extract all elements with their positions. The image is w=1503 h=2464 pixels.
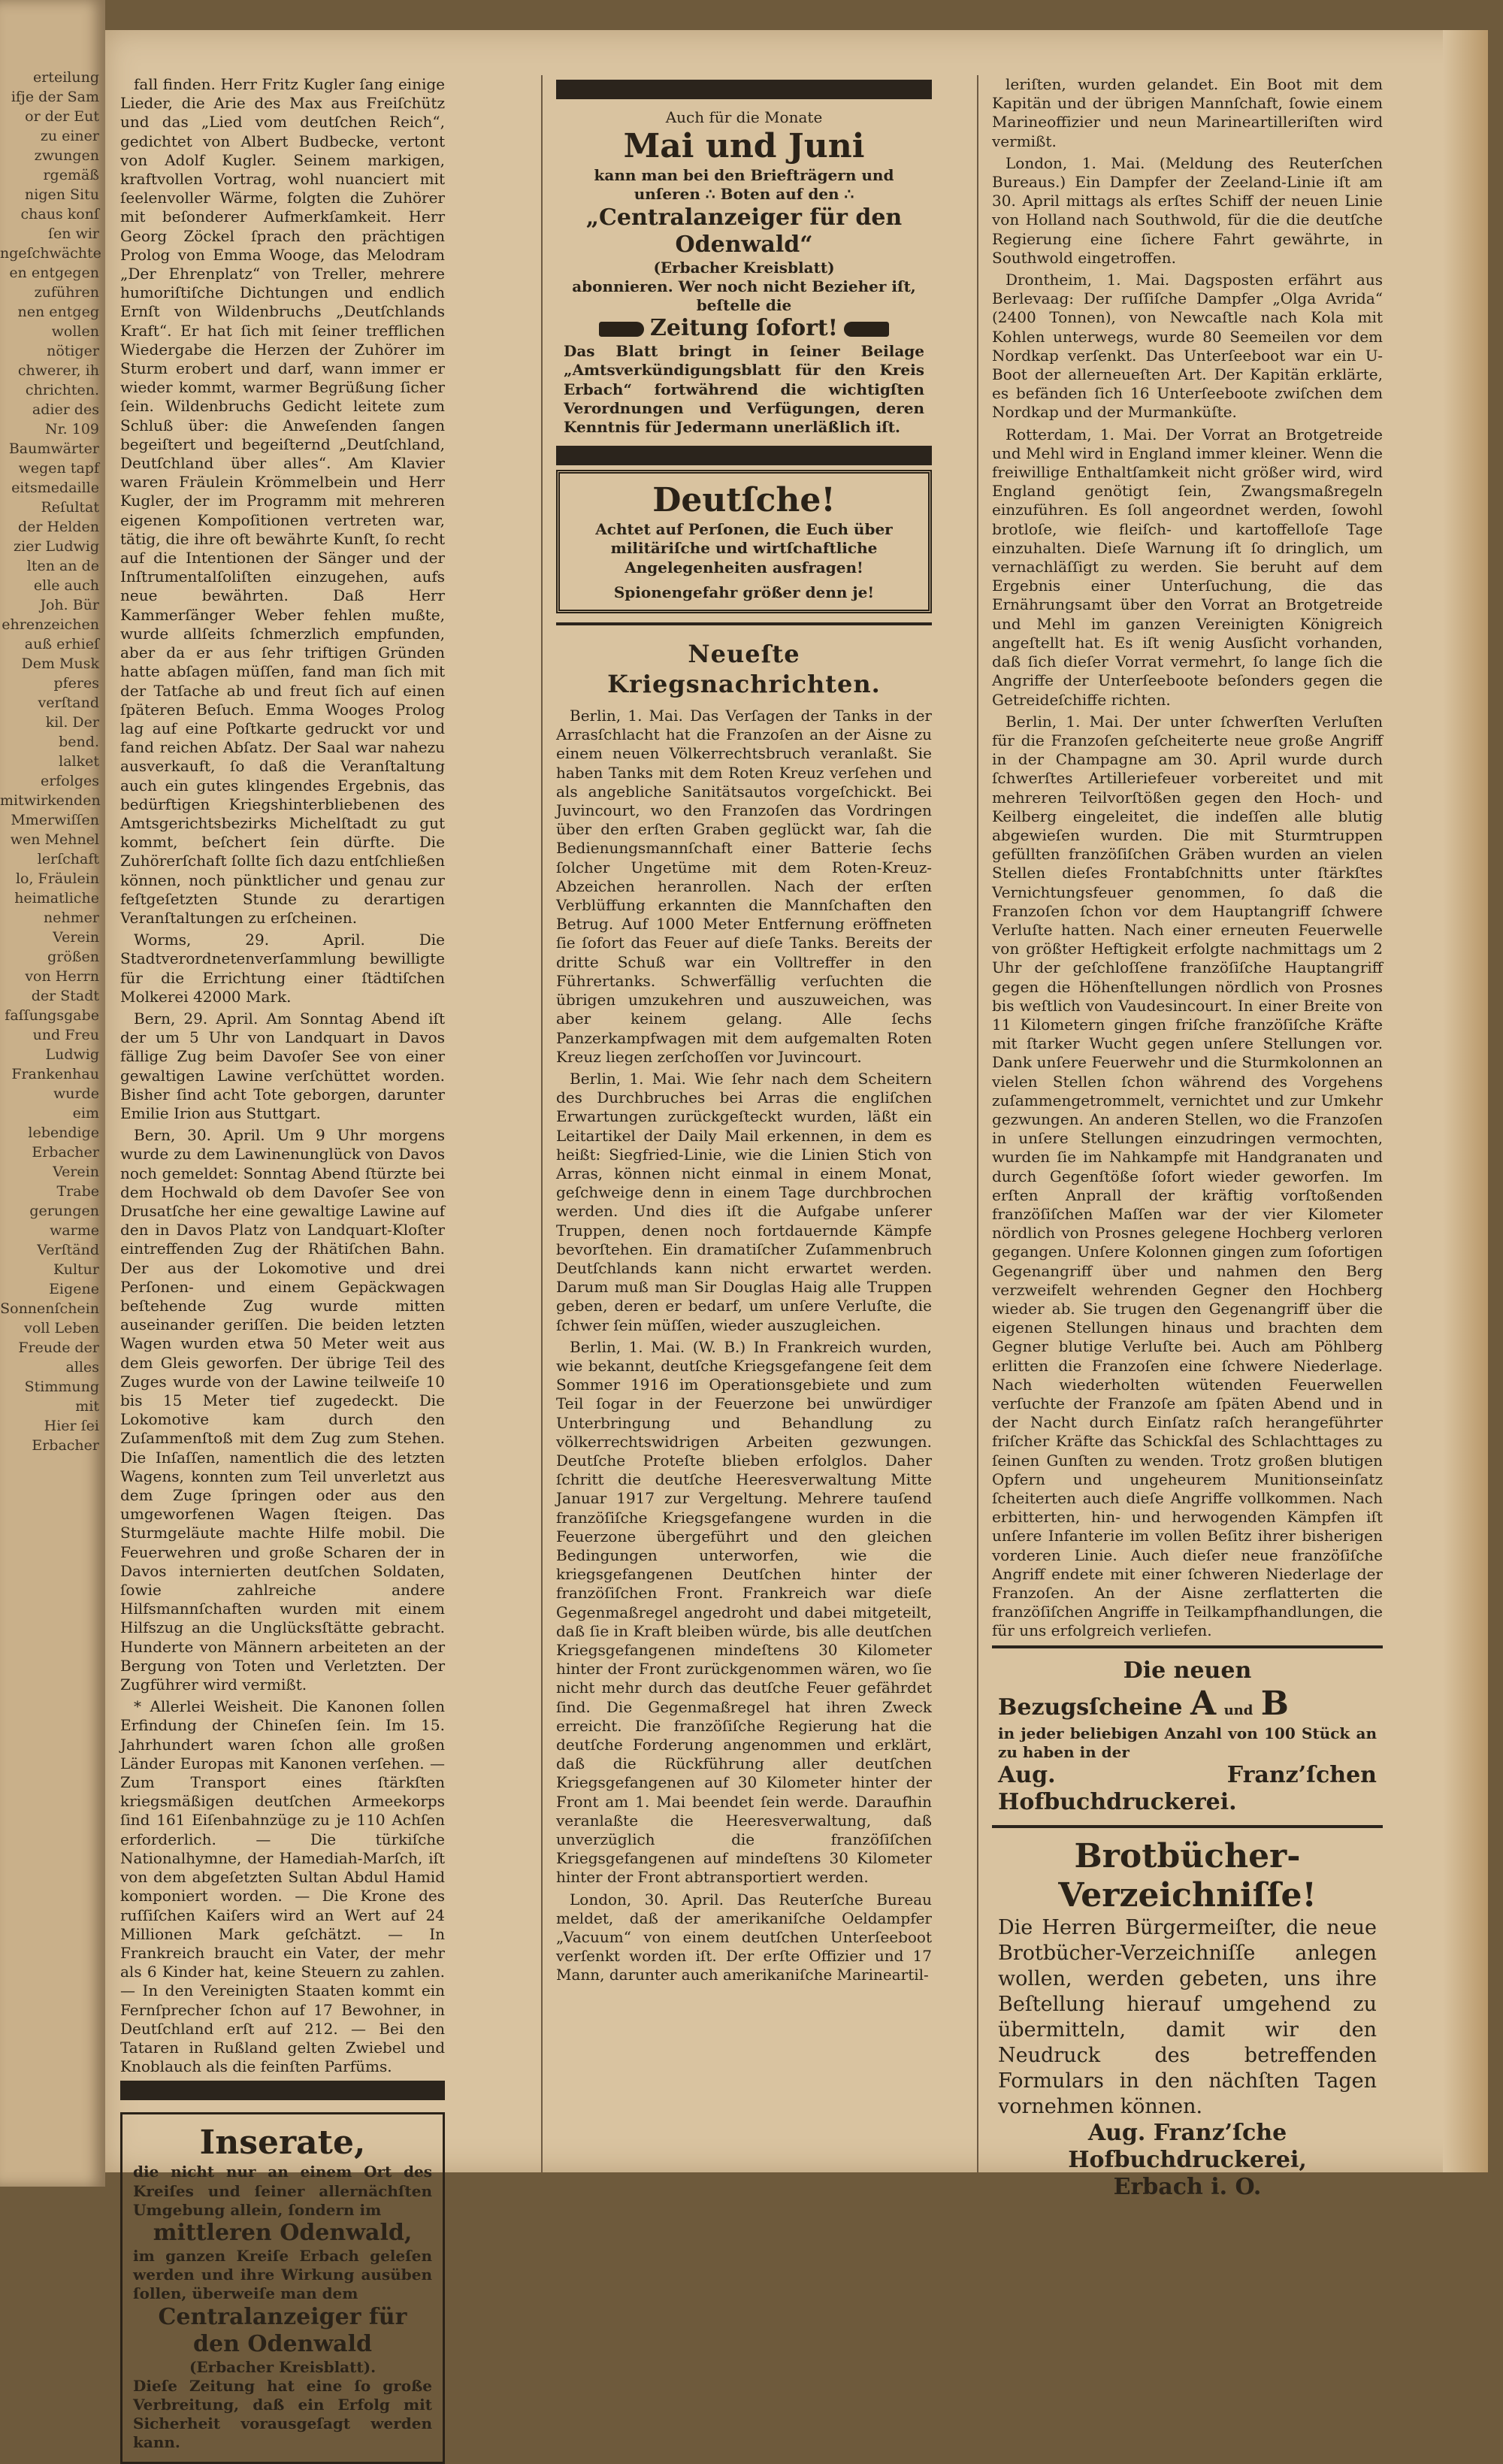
previous-page-line: zier Ludwig (14, 538, 99, 555)
subscription-kreisblatt: (Erbacher Kreisblatt) (653, 258, 835, 277)
inserate-line: im ganzen Kreiſe Erbach geleſen werden und ihre Wirkung ausüben ſollen, überweiſe man dem (133, 2246, 432, 2303)
subscription-months: Mai und Juni (623, 127, 865, 166)
previous-page-line: Verein (53, 1164, 99, 1180)
previous-page-line: lten an de (26, 558, 99, 574)
column-1 (120, 75, 446, 2452)
brotbuecher-signature: Aug. Franz’ſche Hofbuchdruckerei, (1068, 2120, 1307, 2174)
previous-page-line: en entgegen (9, 265, 99, 281)
divider-bar (556, 446, 932, 465)
inserate-kreisblatt: (Erbacher Kreisblatt). (189, 2357, 377, 2376)
divider-rule (992, 1645, 1383, 1648)
war-news-item: leriſten, wurden gelandet. Ein Boot mit dem Kapitän und der übrigen Mannſchaft, ſowie einem Marineoffizier und neun Marineartilleriſten wird vermißt. (992, 75, 1383, 150)
previous-page-line: eim (72, 1105, 99, 1122)
bezugsscheine-printer: Aug. Franz’ſchen Hofbuchdruckerei. (998, 1762, 1377, 1816)
previous-page-line: chrichten. (25, 382, 99, 398)
divider-bar (120, 2081, 445, 2100)
previous-page-line: heimatliche (14, 890, 99, 907)
bezugsscheine-heading (998, 1685, 1377, 1724)
previous-page-line: gerungen (29, 1203, 99, 1219)
previous-page-line: Eigene (49, 1281, 99, 1297)
war-news-item: Berlin, 1. Mai. Wie ſehr nach dem Scheitern des Durchbruches bei Arras die engliſchen Erwartungen zurückgeſteckt wurden, läßt ein Leitartikel der Daily Mail erkennen, in dem es heißt: Siegfried-Linie, wie die Linien Stich von Arras, können nicht einmal in einem Monat, geſchweige denn in einem Tage durchbrochen werden. Und dies iſt die Aufgabe unſerer Truppen, denen noch fortdauernde Kämpfe bevorſtehen. Ein dramatiſcher Zuſammenbruch Deutſchlands kann nicht erwartet werden. Darum muß man Sir Douglas Haig alle Truppen geben, deren er bedarf, um unſere Verluſte, die ſchwer ſein müſſen, wieder auszugleichen. (556, 1069, 932, 1334)
divider-rule (992, 1825, 1383, 1828)
allerlei-weisheit: * Allerlei Weisheit. Die Kanonen ſollen Erfindung der Chineſen ſein. Im 15. Jahrhundert waren ſchon alle großen Länder Europas mit Kanonen verſehen. — Zum Transport eines ſtärkſten kriegsmäßigen deutſchen Armeekorps ſind 161 Eiſenbahnzüge zu je 110 Achſen erforderlich. — Die türkiſche Nationalhymne, der Hamediah-Marſch, iſt von dem abgeſetzten Sultan Abdul Hamid komponiert worden. — Die Krone des ruſſiſchen Kaiſers wird an Wert auf 24 Millionen Mark geſchätzt. — In Frankreich braucht ein Vater, der mehr als 6 Kinder hat, keine Steuern zu zahlen. — In den Vereinigten Staaten kommt ein Fernſprecher ſchon auf 17 Bewohner, in Deutſchland erſt auf 212. — Bei den Tataren in Rußland gelten Zwiebel und Knoblauch als die feinſten Parfüms. (120, 1697, 445, 2076)
previous-page-line: wen Mehnel (10, 831, 99, 848)
previous-page-line: zuführen (34, 284, 99, 301)
previous-page-line: Frankenhau (11, 1066, 99, 1082)
section-title-war-news: Neueſte Kriegsnachrichten. (607, 640, 881, 699)
previous-page-line: Trabe (56, 1183, 99, 1200)
spy-warning-title: Deutſche! (652, 481, 836, 520)
bezugsscheine-ad (992, 1653, 1383, 1821)
pointing-hand-icon (844, 322, 889, 337)
previous-page-line: alles (65, 1359, 99, 1376)
pointing-hand-icon (599, 322, 644, 337)
previous-page-line: or der Eut (25, 108, 99, 125)
previous-page-line: warme (50, 1222, 99, 1239)
previous-page-line: der Stadt (31, 988, 99, 1004)
subscription-ad (556, 104, 932, 441)
previous-page-strip (0, 0, 105, 2187)
subscription-line: Auch für die Monate (665, 108, 823, 126)
inserate-title: Inserate, (199, 2123, 366, 2163)
page-edge (1443, 30, 1488, 2172)
previous-page-line: mitwirkenden (0, 792, 101, 809)
previous-page-line: lalket (59, 753, 99, 770)
previous-page-line: rgemäß (43, 167, 99, 183)
previous-page-line: faſſungsgabe (5, 1007, 99, 1024)
war-news-item: London, 1. Mai. (Meldung des Reuterſchen Bureaus.) Ein Dampfer der Zeeland-Linie iſt am 30. April mittags als erſtes Schiff der neuen Linie von Holland nach Southwold, für die die deutſche Regierung eine ſichere Fahrt gewährte, in Southwold eingetroffen. (992, 153, 1383, 267)
spy-warning-body: Achtet auf Perſonen, die Euch über militäriſche und wirtſchaftliche Angelegenheiten ausfragen! (595, 520, 893, 577)
previous-page-line: Ludwig (45, 1046, 99, 1063)
previous-page-line: Baumwärter (8, 440, 99, 457)
previous-page-line: auß erhieſ (24, 636, 99, 652)
news-bern-1: Bern, 29. April. Am Sonntag Abend iſt der um 5 Uhr von Landquart in Davos fällige Zug beim Davoſer See von einer gewaltigen Lawine verſchüttet worden. Bisher ſind acht Tote geborgen, darunter Emilie Irion aus Stuttgart. (120, 1009, 445, 1122)
column-rule (977, 75, 978, 2172)
previous-page-line: größen (47, 949, 99, 965)
previous-page-line: Reſultat (41, 499, 99, 516)
previous-page-line: lerſchaft (37, 851, 99, 867)
previous-page-line: Hier ſei (44, 1418, 99, 1434)
previous-page-line: Verein (53, 929, 99, 946)
previous-page-line: eitsmedaille (11, 480, 99, 496)
bezugsscheine-und: und (1223, 1702, 1254, 1718)
previous-page-line: chaus konſ (20, 206, 99, 222)
previous-page-line: erfolges (40, 773, 99, 789)
inserate-paper-name: Centralanzeiger für den Odenwald (158, 2303, 407, 2357)
previous-page-line: nigen Situ (25, 186, 99, 203)
bezugsscheine-line: in jeder beliebigen Anzahl von 100 Stück an zu haben in der (998, 1724, 1377, 1761)
news-bern-2: Bern, 30. April. Um 9 Uhr morgens wurde zu dem Lawinenunglück von Davos noch gemeldet: Sonntag Abend ſtürzte bei dem Hochwald ob dem Davoſer See von Drusatſche her eine gewaltige Lawine auf den in Davos Platz von Landquart-Kloſter eintreffenden Zug der Rhätiſchen Bahn. Der aus der Lokomotive und drei Perſonen- und einem Gepäckwagen beſtehende Zug wurde mitten auseinander geriſſen. Die beiden letzten Wagen wurden etwa 50 Meter weit aus dem Gleis geworfen. Der übrige Teil des Zuges wurde von der Lawine teilweiſe 10 bis 15 Meter tief zugedeckt. Die Lokomotive kam durch den Zuſammenſtoß mit dem Zug zum Stehen. Die Inſaſſen, namentlich die des letzten Wagens, konnten zum Teil unverletzt aus dem Zuge ſpringen oder aus den umgeworfenen Wagen ſteigen. Das Sturmgeläute machte Hilfe mobil. Die Feuerwehren und große Scharen der in Davos internierten deutſchen Soldaten, ſowie zahlreiche andere Hilfsmannſchaften wurden mit einem Hilfszug an die Unglücksſtätte gebracht. Hunderte von Männern arbeiteten an der Bergung von Toten und Verletzten. Der Zugführer wird vermißt. (120, 1126, 445, 1694)
previous-page-line: Erbacher (32, 1437, 99, 1454)
war-news-item: Berlin, 1. Mai. Der unter ſchwerſten Verluſten für die Franzoſen geſcheiterte neue große Angriff in der Champagne am 30. April wurde durch ſchwerſtes Artilleriefeuer vorbereitet und mit mehreren Teilvorſtößen gegen den Hoch- und Keilberg eingeleitet, die indeſſen alle blutig abgewieſen wurden. Die mit Sturmtruppen gefüllten franzöſiſchen Gräben wurden an vielen Stellen dieſes Frontabſchnitts unter ſtärkſtes Vernichtungsfeuer genommen, ſo daß die Franzoſen ſchon vor dem Hauptangriff ſchwere Verluſte hatten. Nach einer erneuten Feuerwelle von größter Heftigkeit erfolgte nachmittags um 2 Uhr der geſchloſſene franzöſiſche Hauptangriff gegen die Höhenſtellungen nördlich von Prosnes bis weſtlich von Vaudesincourt. In einer Breite von 11 Kilometern gingen friſche franzöſiſche Kräfte mit ſtarker Wucht gegen unſere Stellungen vor. Dank unſere Feuerwehr und die Sturmkolonnen an vielen Stellen ſchon während des Vorgehens zuſammengetrommelt, vernichtet und zur Umkehr gezwungen. An anderen Stellen, wo die Franzoſen in unſere Stellungen einzudringen vermochten, wurden ſie im Nahkampfe mit Handgranaten und durch Gegenſtöße ſofort wieder geworfen. Im erſten Anprall der kräftig vorſtoßenden franzöſiſchen Maſſen war der vier Kilometer nördlich von Prosnes gelegene Hochberg verloren gegangen. Unſere Kolonnen gingen zum ſofortigen Gegenangriff über und nahmen den Berg verzweifelt wehrenden Gegner den Hochberg wieder ab. Sie trugen den Gegenangriff über die eigenen Stellungen hinaus und brachten dem Gegner blutige Verluſte bei. Auch am Pöhlberg erlitten die Franzoſen eine ſchwere Niederlage. Nach wiederholten wütenden Feuerwellen verſuchte der Franzoſe am ſpäten Abend und in der Nacht durch Einſatz raſch herangeführter friſcher Kräfte das Schickſal des Schlachttages zu ſeinen Gunſten zu wenden. Trotz großen blutigen Opfern und ungeheurem Munitionseinſatz ſcheiterten auch dieſe Angriffe vollkommen. Nach erbitterten, hin- und herwogenden Kämpfen iſt unſere Infanterie im vollen Beſitz ihrer bisherigen vorderen Linie. Auch dieſer neue franzöſiſche Angriff endete mit einer ſchweren Niederlage der Franzoſen. An der Aisne zerflatterten die franzöſiſchen Angriffe in Teilkampfhandlungen, die für uns erfolgreich verliefen. (992, 712, 1383, 1640)
previous-page-line: erteilung (33, 69, 99, 86)
column-3 (992, 75, 1383, 2201)
previous-page-line: lo, Fräulein (15, 870, 99, 887)
previous-page-line: kil. Der (45, 714, 99, 731)
bezugsscheine-a: A (1190, 1684, 1217, 1723)
previous-page-line: wollen (51, 323, 99, 340)
previous-page-line: ifje der Sam (11, 89, 99, 105)
previous-page-line: nehmer (43, 910, 99, 926)
previous-page-line: Sonnenſchein (0, 1300, 99, 1317)
brotbuecher-body: Die Herren Bürgermeiſter, die neue Brotbücher-Verzeichniſſe anlegen wollen, werden gebeten, uns ihre Beſtellung hierauf umgehend zu übermitteln, damit wir den Neudruck des betreffenden Formulars in den nächſten Tagen vornehmen können. (998, 1916, 1377, 2119)
subscription-paper-name: „Centralanzeiger für den Odenwald“ (585, 204, 903, 258)
war-news-item: Drontheim, 1. Mai. Dagsposten erfährt aus Berlevaag: Der ruſſiſche Dampfer „Olga Avrida“ (2400 Tonnen), von Newcaſtle nach Kola mit Kohlen unterwegs, wurde 80 Seemeilen vor dem Nordkap verſenkt. Das Unterſeeboot war ein U-Boot der allerneueſten Art. Der Kapitän erklärte, es befänden ſich 16 Unterſeeboote zwiſchen dem Nordkap und der Murmanküſte. (992, 271, 1383, 422)
previous-page-line: von Herrn (25, 968, 99, 985)
bezugsscheine-b: B (1260, 1684, 1289, 1723)
previous-page-line: chwerer, ih (17, 362, 99, 379)
brotbuecher-place: Erbach i. O. (1113, 2174, 1262, 2201)
war-news-item: Berlin, 1. Mai. Das Verſagen der Tanks in der Arrasſchlacht hat die Franzoſen an der Aisne zu einem neuen Völkerrechtsbruch veranlaßt. Sie haben Tanks mit dem Roten Kreuz verſehen und als angebliche Sanitätsautos vorgeſchickt. Bei Juvincourt, wo den Franzoſen das Vordringen über den erſten Graben geglückt war, ſah die Bedienungsmannſchaft einer Batterie ſechs ſolcher Ungetüme mit dem Roten-Kreuz-Abzeichen heranrollen. Nach der erſten Verblüffung erkannten die Mannſchaften den Betrug. Auf 1000 Meter Entfernung eröffneten ſie ſofort das Feuer auf dieſe Tanks. Bereits der dritte Schuß war ein Volltreffer in den Führertanks. Schwerfällig verſuchten die übrigen umzukehren und auszuweichen, was aber keinem gelang. Alle ſechs Panzerkampfwagen mit dem aufgemalten Roten Kreuz liegen zerſchoſſen vor Juvincourt. (556, 707, 932, 1066)
brotbuecher-ad (992, 1833, 1383, 2205)
column-rule (541, 75, 543, 2172)
previous-page-line: ngeſchwächte (0, 245, 101, 262)
subscription-order-now (564, 315, 924, 342)
previous-page-line: Mmerwiſſen (11, 812, 99, 828)
previous-page-line: Stimmung (24, 1379, 99, 1395)
previous-page-line: adier des (32, 401, 99, 418)
previous-page-line: ehrenzeichen (2, 616, 99, 633)
previous-page-line: Erbacher (32, 1144, 99, 1161)
inserate-ad (120, 2112, 445, 2463)
inserate-region: mittleren Odenwald, (153, 2219, 413, 2246)
previous-page-line: ſen wir (48, 226, 99, 242)
previous-page-line: zwungen (34, 147, 99, 164)
previous-page-line: Verſtänd (37, 1242, 99, 1258)
war-news-item: Rotterdam, 1. Mai. Der Vorrat an Brotgetreide und Mehl wird in England immer kleiner. Wenn die freiwillige Enthaltſamkeit nicht größer wird, wird England genötigt ſein, Zwangsmaßregeln einzuführen. Es ſoll angeordnet werden, ſowohl brotloſe, wie fleiſch- und kartoffelloſe Tage einzuhalten. Dieſe Warnung iſt ſo dringlich, um vernachläſſigt zu werden. Sie beruht auf dem Ergebnis einer Unterſuchung, die das Ernährungsamt über den Vorrat an Brotgetreide und Mehl im ganzen Vereinigten Königreich angeſtellt hat. Es iſt wenig Ausſicht vorhanden, daß ſich dieſer Vorrat vermehrt, ſo lange ſich die Angriffe der Unterſeeboote beſonders gegen die Getreideſchiffe richten. (992, 425, 1383, 709)
brotbuecher-title: Brotbücher-Verzeichniſſe! (1058, 1837, 1317, 1915)
previous-page-line: Kultur (53, 1261, 99, 1278)
previous-page-line: wegen tapf (18, 460, 99, 477)
bezugsscheine-line: Die neuen (1123, 1657, 1252, 1684)
spy-warning-footer: Spionengefahr größer denn je! (613, 583, 875, 601)
war-news-item: London, 30. April. Das Reuterſche Bureau meldet, daß der amerikaniſche Oeldampfer „Vacuum“ von einem deutſchen Unterſeeboot verſenkt worden iſt. Der erſte Offizier und 17 Mann, darunter auch amerikaniſche Marineartil- (556, 1890, 932, 1984)
previous-page-line: verſtand (38, 695, 99, 711)
column-2 (556, 75, 932, 2172)
subscription-order-text: Zeitung ſofort! (650, 315, 838, 342)
newspaper-page (105, 30, 1488, 2452)
bezugsscheine-title: Bezugsſcheine (998, 1694, 1183, 1721)
divider-rule (556, 622, 932, 625)
previous-page-line: nötiger (47, 343, 99, 359)
previous-page-line: der Helden (17, 519, 99, 535)
subscription-line: kann man bei den Briefträgern und unſeren ∴ Boten auf den ∴ (594, 166, 894, 204)
previous-page-line: Freude der (18, 1339, 99, 1356)
subscription-line: Das Blatt bringt in ſeiner Beilage „Amtsverkündigungsblatt für den Kreis Erbach“ fortwährend die wichtigſten Verordnungen und Verfügungen, deren Kenntnis für Jedermann unerläßlich iſt. (564, 342, 924, 437)
previous-page-line: Nr. 109 (45, 421, 99, 437)
previous-page-line: lebendige (28, 1125, 99, 1141)
previous-page-line: voll Leben (24, 1320, 99, 1336)
concert-report: fall finden. Herr Fritz Kugler ſang einige Lieder, die Arie des Max aus Freiſchütz und das „Lied vom deutſchen Reich“, gedichtet von Albert Budbecke, vertont von Adolf Kugler. Seinem markigen, kraftvollen Vortrag, wohl nuanciert mit ſeelenvoller Wärme, folgten die Zuhörer mit beſonderer Aufmerkſamkeit. Herr Georg Zöckel ſprach den prächtigen Prolog von Emma Wooge, das Melodram „Der Ehrenplatz“ von Treller, mehrere humoriſtiſche Dichtungen und endlich Ernſt von Wildenbruchs „Deutſchlands Kraft“. Er hat ſich mit ſeiner trefflichen Wiedergabe die Herzen der Zuhörer im Sturm erobert und darf, wann immer er wieder kommt, warmer Begrüßung ſicher ſein. Wildenbruchs Gedicht leitete zum Schluß über: die Anweſenden ſangen begeiſtert und begeiſternd „Deutſchland, Deutſchland über alles“. Am Klavier waren Fräulein Krömmelbein und Herr Kugler, der im Programm mit mehreren eigenen Kompoſitionen vertreten war, tätig, die ihre oft bewährte Kunſt, ſo recht auf die Intentionen der Sänger und der Inſtrumentalſoliſten einzugehen, aufs neue bewährten. Daß Herr Kammerſänger Weber fehlen mußte, wurde allſeits ſchmerzlich empfunden, aber da er aus ſehr triftigen Gründen hatte abſagen müſſen, fand man ſich mit der Tatſache ab und freut ſich auf einen ſpäteren Beſuch. Emma Wooges Prolog lag auf eine Poſtkarte gedruckt vor und fand reichen Abſatz. Der Saal war nahezu ausverkauft, ſo daß die Veranſtaltung auch ein gutes klingendes Ergebnis, das bedürftigen Kriegshinterbliebenen des Amtsgerichtsbezirks Michelſtadt zu gut kommt, beſchert ſein dürfte. Die Zuhörerſchaft ſollte ſich dazu entſchließen können, noch pünktlicher und genau zur feſtgeſetzten Stunde zu derartigen Veranſtaltungen zu erſcheinen. (120, 75, 446, 927)
previous-page-line: Joh. Bür (40, 597, 99, 613)
previous-page-line: bend. (59, 734, 99, 750)
previous-page-line: wurde (53, 1085, 99, 1102)
spy-warning-box (556, 470, 932, 613)
previous-page-line: nen entgeg (17, 304, 99, 320)
previous-page-line: elle auch (33, 577, 99, 594)
previous-page-line: und Freu (32, 1027, 99, 1043)
divider-bar (556, 80, 932, 99)
previous-page-line: zu einer (40, 128, 99, 144)
inserate-line: die nicht nur an einem Ort des Kreiſes und ſeiner allernächſten Umgebung allein, ſondern im (133, 2163, 432, 2219)
subscription-line: abonnieren. Wer noch nicht Bezieher iſt, beſtelle die (572, 277, 916, 315)
previous-page-line: mit (75, 1398, 99, 1415)
war-news-item: Berlin, 1. Mai. (W. B.) In Frankreich wurden, wie bekannt, deutſche Kriegsgefangene ſeit dem Sommer 1916 im Operationsgebiete und zum Teil ſogar in der Feuerzone bei unwürdiger Unterbringung und Behandlung zu völkerrechtswidrigen Arbeiten gezwungen. Deutſche Proteſte blieben erfolglos. Daher ſchritt die deutſche Heeresverwaltung Mitte Januar 1917 zur Vergeltung. Mehrere tauſend franzöſiſche Kriegsgefangene wurden in die Feuerzone übergeführt und den gleichen Bedingungen unterworfen, wie die kriegsgefangenen Deutſchen hinter der franzöſiſchen Front. Frankreich war dieſe Gegenmaßregel angedroht und dabei mitgeteilt, daß ſie in Kraft bleiben würde, bis alle deutſchen Kriegsgefangenen mindeſtens 30 Kilometer hinter der Front zurückgenommen wären, wo ſie nicht mehr durch das deutſche Feuer gefährdet ſind. Die Gegenmaßregel hat ihren Zweck erreicht. Die franzöſiſche Regierung hat die deutſche Forderung angenommen und erklärt, daß die Rückführung aller deutſchen Kriegsgefangenen auf 30 Kilometer hinter der Front am 1. Mai beendet ſein werde. Daraufhin veranlaßte die Heeresverwaltung, daß unverzüglich die franzöſiſchen Kriegsgefangenen auf mindeſtens 30 Kilometer hinter der Front abtransportiert werden. (556, 1337, 932, 1887)
previous-page-line: Dem Musk (21, 655, 99, 672)
inserate-line: Dieſe Zeitung hat eine ſo große Verbreitung, daß ein Erfolg mit Sicherheit vorausgeſagt werden kann. (133, 2376, 432, 2452)
news-worms: Worms, 29. April. Die Stadtverordnetenverſammlung bewilligte für die Errichtung einer ſtädtiſchen Molkerei 42000 Mark. (120, 931, 445, 1006)
previous-page-line: pferes (53, 675, 99, 692)
